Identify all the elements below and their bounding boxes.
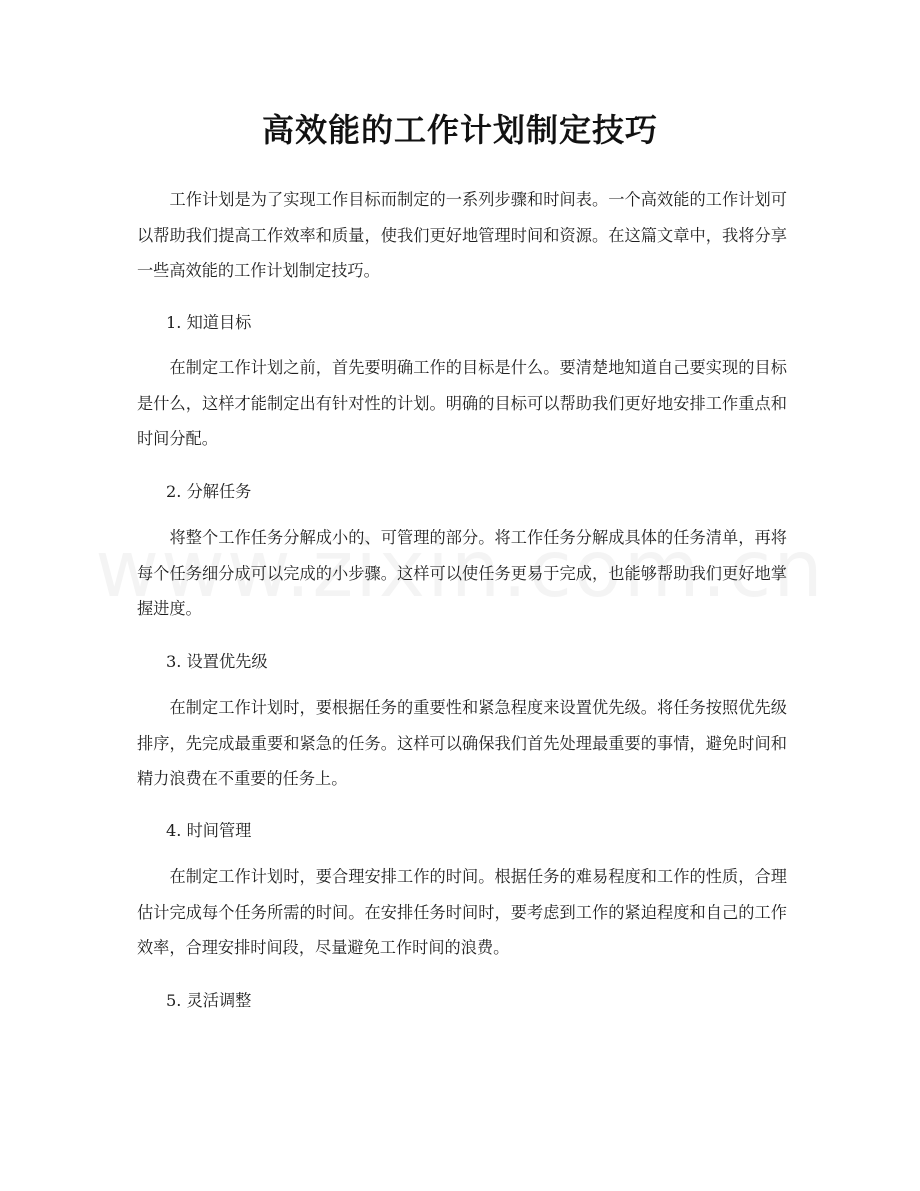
section-heading-5: 5. 灵活调整	[166, 991, 252, 1010]
section-body-4: 在制定工作计划时，要合理安排工作的时间。根据任务的难易程度和工作的性质，合理估计完成每个任务所需的时间。在安排任务时间时，要考虑到工作的紧迫程度和自己的工作效率，合理安排时间段，尽量避免工作时间的浪费。	[137, 867, 787, 957]
intro-paragraph: 工作计划是为了实现工作目标而制定的一系列步骤和时间表。一个高效能的工作计划可以帮助我们提高工作效率和质量，使我们更好地管理时间和资源。在这篇文章中，我将分享一些高效能的工作计划制定技巧。	[137, 190, 787, 280]
section-body-3: 在制定工作计划时，要根据任务的重要性和紧急程度来设置优先级。将任务按照优先级排序，先完成最重要和紧急的任务。这样可以确保我们首先处理最重要的事情，避免时间和精力浪费在不重要的任务上。	[137, 698, 787, 788]
section-body-1: 在制定工作计划之前，首先要明确工作的目标是什么。要清楚地知道自己要实现的目标是什么，这样才能制定出有针对性的计划。明确的目标可以帮助我们更好地安排工作重点和时间分配。	[137, 358, 787, 448]
section-body-2: 将整个工作任务分解成小的、可管理的部分。将工作任务分解成具体的任务清单，再将每个任务细分成可以完成的小步骤。这样可以使任务更易于完成，也能够帮助我们更好地掌握进度。	[137, 528, 787, 618]
section-heading-1: 1. 知道目标	[166, 313, 252, 332]
section-heading-2: 2. 分解任务	[166, 482, 252, 501]
page-title: 高效能的工作计划制定技巧	[261, 111, 658, 149]
section-heading-3: 3. 设置优先级	[166, 652, 268, 671]
section-heading-4: 4. 时间管理	[166, 821, 252, 840]
